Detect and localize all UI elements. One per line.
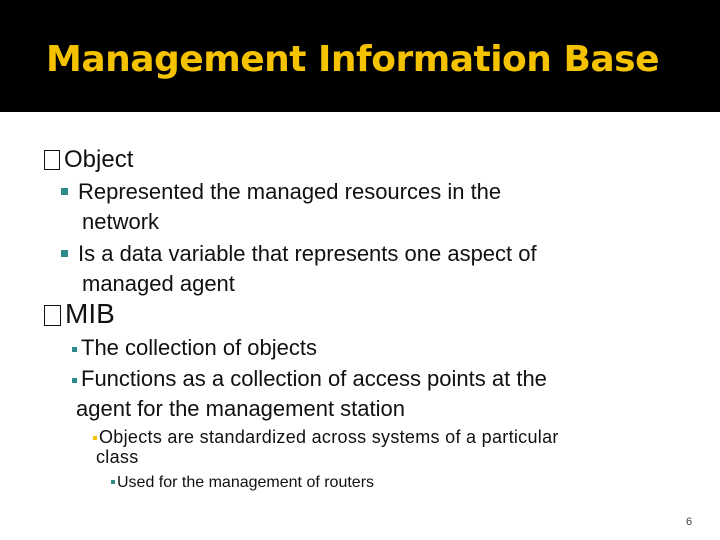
object-item-1-text: Represented the managed resources in the	[78, 179, 502, 204]
section-mib-heading: MIB	[65, 298, 115, 329]
square-bullet-icon	[72, 378, 77, 383]
mib-sub-sub-item-1	[111, 474, 374, 492]
mib-sub-item-1-text-cont: class	[96, 447, 139, 467]
object-item-1-continued	[82, 209, 159, 235]
object-item-2-continued	[82, 271, 235, 297]
object-item-2-text-cont: managed agent	[82, 271, 235, 296]
mib-sub-item-1-continued	[96, 447, 139, 468]
object-item-2-text: Is a data variable that represents one aspect of	[78, 241, 537, 266]
object-item-2	[61, 241, 537, 267]
section-object-heading: Object	[64, 146, 134, 173]
checkbox-bullet-icon	[44, 305, 61, 326]
mib-item-2	[72, 366, 547, 392]
square-bullet-icon	[72, 347, 77, 352]
mib-item-2-text-cont: agent for the management station	[76, 396, 405, 421]
mib-sub-item-1-text: Objects are standardized across systems of a particular	[99, 427, 559, 447]
mib-sub-item-1	[93, 427, 559, 448]
object-item-1-text-cont: network	[82, 209, 160, 234]
mib-item-2-continued	[76, 396, 405, 422]
square-bullet-icon	[93, 436, 97, 440]
mib-item-2-text: Functions as a collection of access points at the	[81, 366, 547, 391]
square-bullet-icon	[61, 250, 68, 257]
checkbox-bullet-icon	[44, 150, 60, 170]
section-mib-heading-row	[44, 298, 115, 330]
mib-item-1-text: The collection of objects	[81, 335, 318, 360]
square-bullet-icon	[61, 188, 68, 195]
mib-item-1	[72, 335, 317, 361]
section-object-heading-row	[44, 146, 133, 174]
page-number: 6	[686, 516, 693, 528]
slide-title: Management Information Base	[46, 39, 660, 80]
square-bullet-icon	[111, 480, 115, 484]
object-item-1	[61, 179, 501, 205]
mib-sub-sub-item-1-text: Used for the management of routers	[117, 474, 375, 491]
